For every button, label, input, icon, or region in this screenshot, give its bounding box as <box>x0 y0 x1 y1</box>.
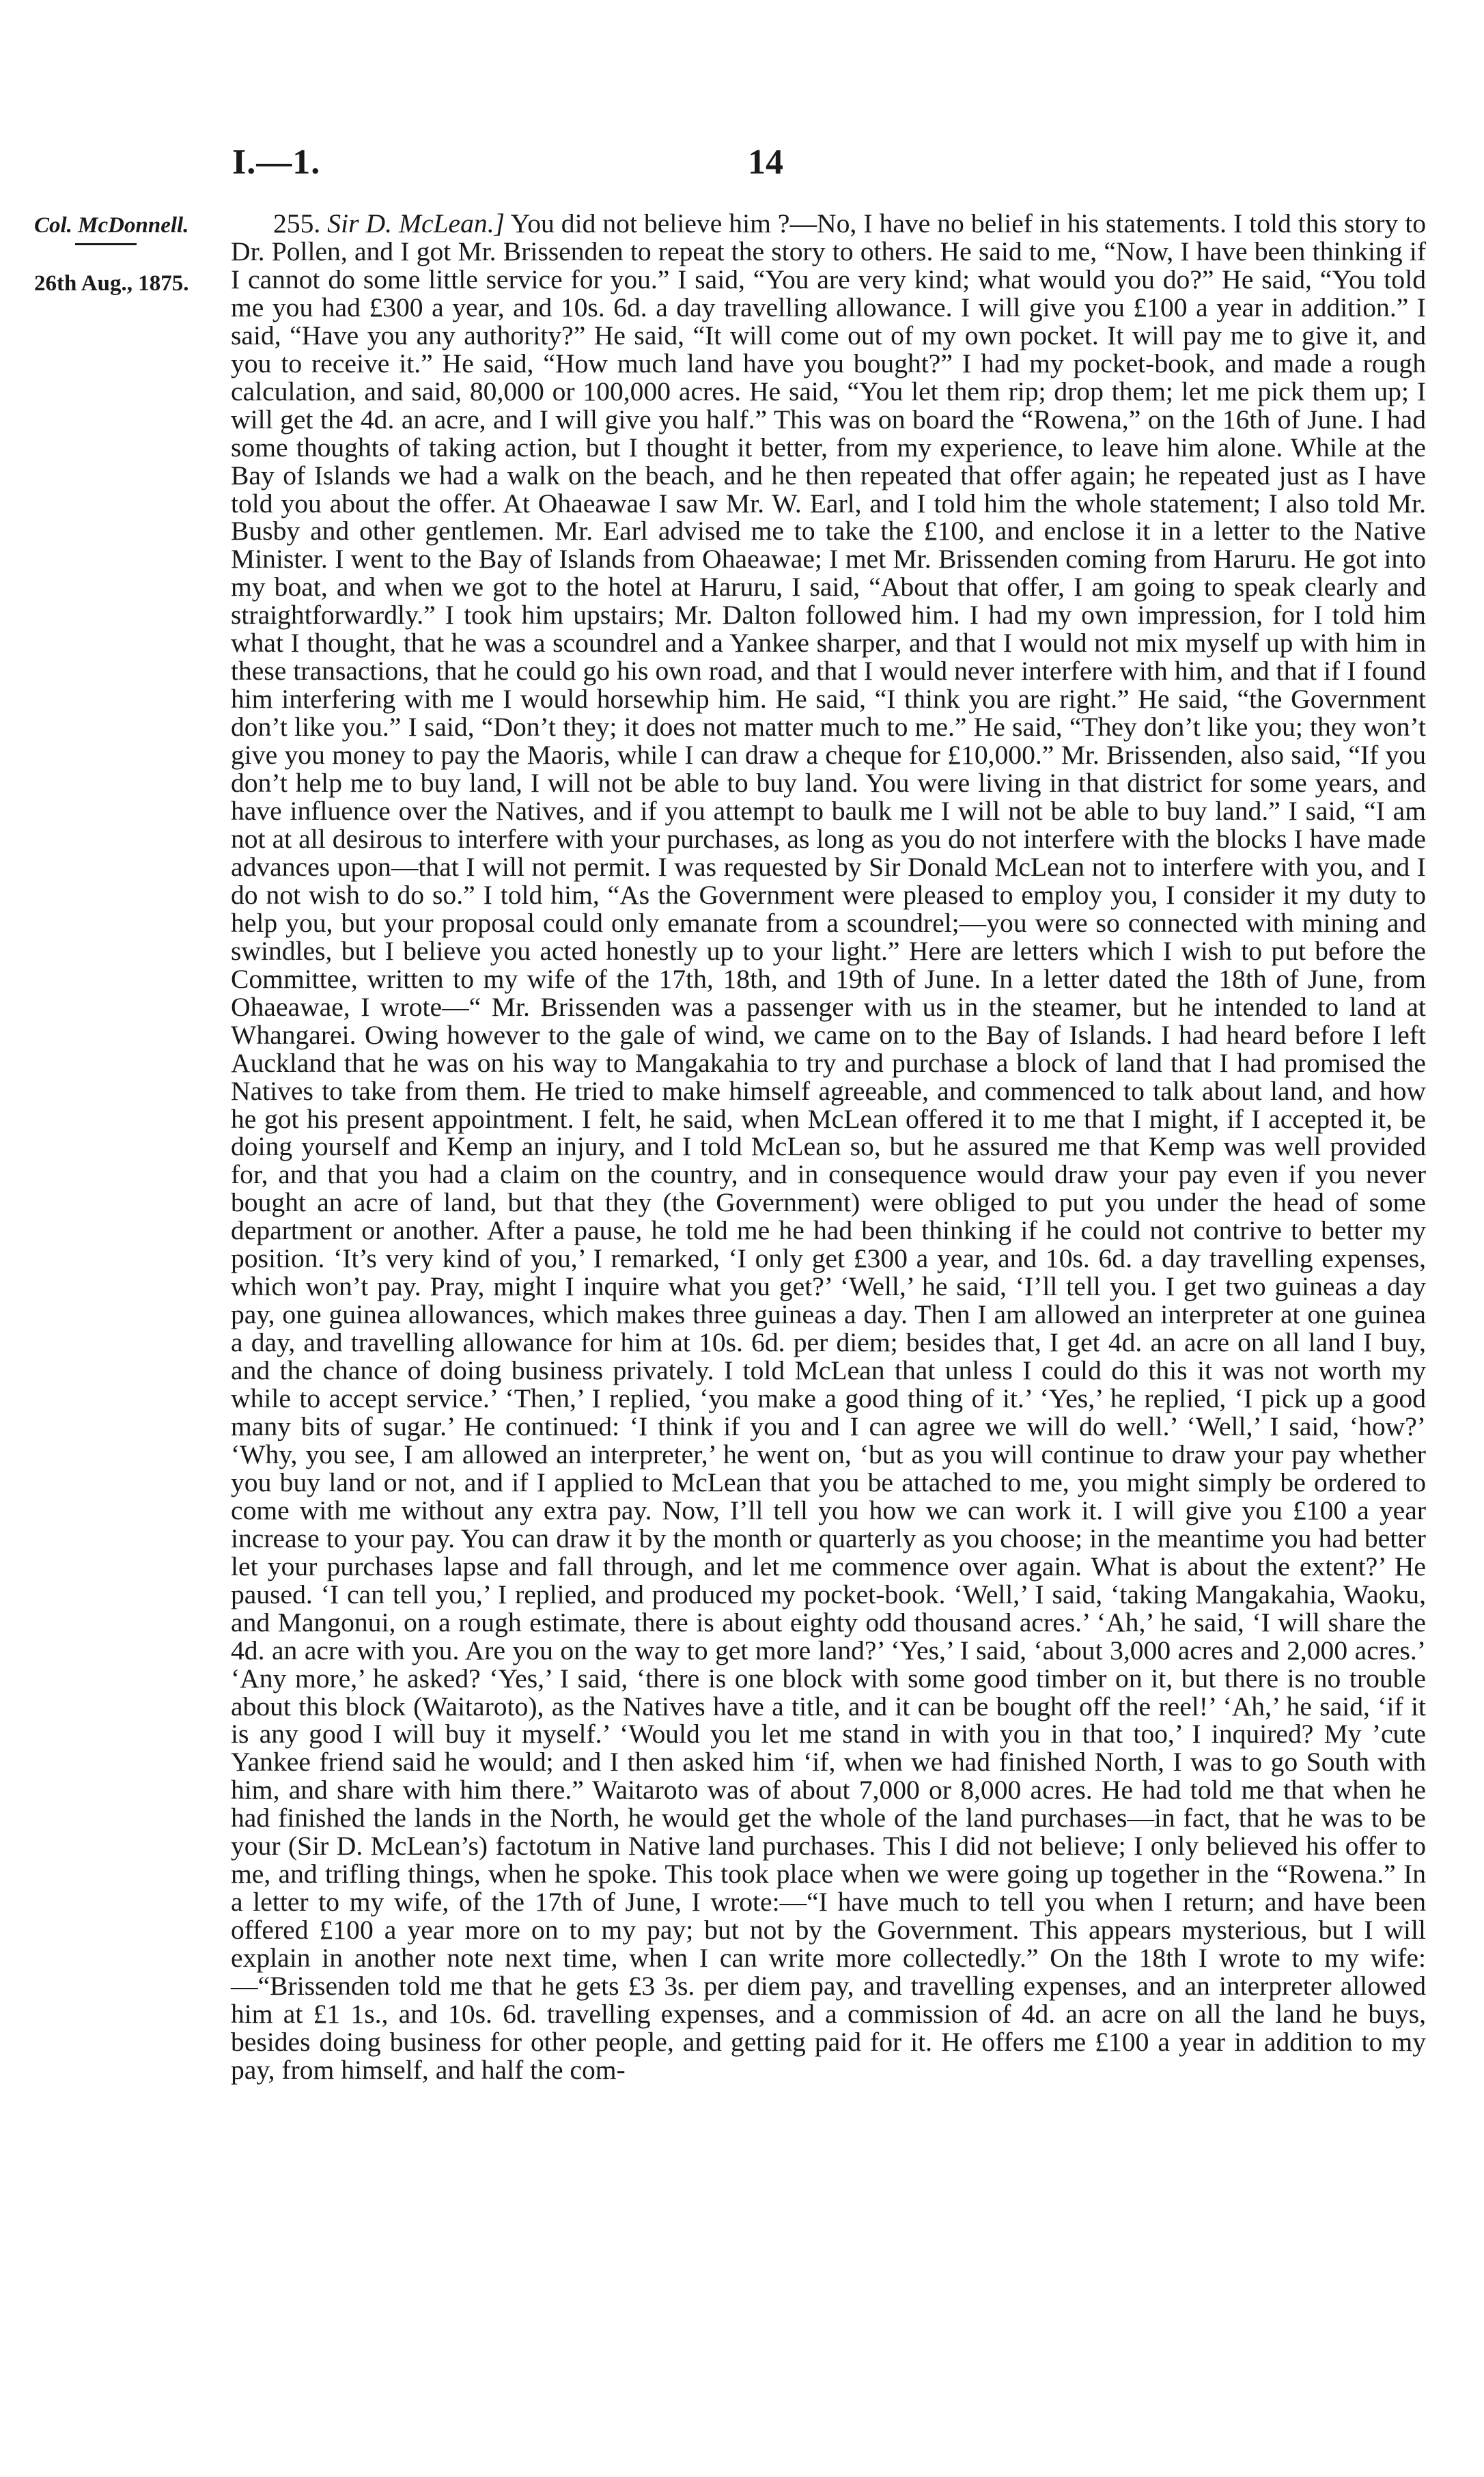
margin-dash <box>75 243 137 245</box>
questioner: Sir D. McLean.] <box>327 208 505 238</box>
testimony-text: You did not believe him ?—No, I have no belief in his statements. I told this story to Dr. Pollen, and I got Mr. Brissenden to repeat the story to others. He said to me, “Now, I have been thinking if I cannot do some little service for you.” I said, “You are very kind; what would you do?” He said, “You told me you had £300 a year, and 10s. 6d. a day travelling allowance. I will give you £100 a year in addition.” I said, “Have you any authority?” He said, “It will come out of my own pocket. It will pay me to give it, and you to receive it.” He said, “How much land have you bought?” I had my pocket-book, and made a rough calculation, and said, 80,000 or 100,000 acres. He said, “You let them rip; drop them; let me pick them up; I will get the 4d. an acre, and I will give you half.” This was on board the “Rowena,” on the 16th of June. I had some thoughts of taking action, but I thought it better, from my experience, to leave him alone. While at the Bay of Islands we had a walk on the beach, and he then repeated that offer again; he repeated just as I have told you about the offer. At Ohaeawae I saw Mr. W. Earl, and I told him the whole statement; I also told Mr. Busby and other gentlemen. Mr. Earl advised me to take the £100, and enclose it in a letter to the Native Minister. I went to the Bay of Islands from Ohaeawae; I met Mr. Brissenden coming from Haruru. He got into my boat, and when we got to the hotel at Haruru, I said, “About that offer, I am going to speak clearly and straightforwardly.” I took him upstairs; Mr. Dalton followed him. I had my own impression, for I told him what I thought, that he was a scoundrel and a Yankee sharper, and that I would not mix myself up with him in these transactions, that he could go his own road, and that I would never interfere with him, and that if I found him interfering with me I would horsewhip him. He said, “I think you are right.” He said, “the Government don’t like you.” I said, “Don’t they; it does not matter much to me.” He said, “They don’t like you; they won’t give you money to pay the Maoris, while I can draw a cheque for £10,000.” Mr. Brissenden, also said, “If you don’t help me to buy land, I will not be able to buy land. You were living in that district for some years, and have influence over the Natives, and if you attempt to baulk me I will not be able to buy land.” I said, “I am not at all desirous to interfere with your purchases, as long as you do not interfere with the blocks I have made advances upon—that I will not permit. I was requested by Sir Donald McLean not to interfere with you, and I do not wish to do so.” I told him, “As the Government were pleased to employ you, I consider it my duty to help you, but your proposal could only emanate from a scoundrel;—you were so connected with mining and swindles, but I believe you acted honestly up to your light.” Here are letters which I wish to put before the Committee, written to my wife of the 17th, 18th, and 19th of June. In a letter dated the 18th of June, from Ohaeawae, I wrote—“ Mr. Brissenden was a passenger with us in the steamer, but he intended to land at Whangarei. Owing however to the gale of wind, we came on to the Bay of Islands. I had heard before I left Auckland that he was on his way to Mangakahia to try and purchase a block of land that I had promised the Natives to take from them. He tried to make himself agreeable, and commenced to talk about land, and how he got his present appointment. I felt, he said, when McLean offered it to me that I might, if I accepted it, be doing yourself and Kemp an injury, and I told McLean so, but he assured me that Kemp was well provided for, and that you had a claim on the country, and in consequence would draw your pay even if you never bought an acre of land, but that they (the Government) were obliged to put you under the head of some department or another. After a pause, he told me he had been thinking if he could not contrive to better my position. ‘It’s very kind of you,’ I remarked, ‘I only get £300 a year, and 10s. 6d. a day travelling expenses, which won’t pay. Pray, might I inquire what you get?’ ‘Well,’ he said, ‘I’ll tell you. I get two guineas a day pay, one guinea allowances, which makes three guineas a day. Then I am allowed an interpreter at one guinea a day, and travelling allowance for him at 10s. 6d. per diem; besides that, I get 4d. an acre on all land I buy, and the chance of doing business privately. I told McLean that unless I could do this it was not worth my while to accept service.’ ‘Then,’ I replied, ‘you make a good thing of it.’ ‘Yes,’ he replied, ‘I pick up a good many bits of sugar.’ He continued: ‘I think if you and I can agree we will do well.’ ‘Well,’ I said, ‘how?’ ‘Why, you see, I am allowed an interpreter,’ he went on, ‘but as you will continue to draw your pay whether you buy land or not, and if I applied to McLean that you be attached to me, you might simply be ordered to come with me without any extra pay. Now, I’ll tell you how we can work it. I will give you £100 a year increase to your pay. You can draw it by the month or quarterly as you choose; in the meantime you had better let your purchases lapse and fall through, and let me commence over again. What is about the extent?’ He paused. ‘I can tell you,’ I replied, and produced my pocket-book. ‘Well,’ I said, ‘taking Mangakahia, Waoku, and Mangonui, on a rough estimate, there is about eighty odd thousand acres.’ ‘Ah,’ he said, ‘I will share the 4d. an acre with you. Are you on the way to get more land?’ ‘Yes,’ I said, ‘about 3,000 acres and 2,000 acres.’ ‘Any more,’ he asked? ‘Yes,’ I said, ‘there is one block with some good timber on it, but there is no trouble about this block (Waitaroto), as the Natives have a title, and it can be bought off the reel!’ ‘Ah,’ he said, ‘if it is any good I will buy it myself.’ ‘Would you let me stand in with you in that too,’ I inquired? My ’cute Yankee friend said he would; and I then asked him ‘if, when we had finished North, I was to go South with him, and share with him there.” Waitaroto was of about 7,000 or 8,000 acres. He had told me that when he had finished the lands in the North, he would get the whole of the land purchases—in fact, that he was to be your (Sir D. McLean’s) factotum in Native land purchases. This I did not believe; I only believed his offer to me, and trifling things, when he spoke. This took place when we were going up together in the “Rowena.” In a letter to my wife, of the 17th of June, I wrote:—“I have much to tell you when I return; and have been offered £100 a year more on to my pay; but not by the Government. This appears mysterious, but I will explain in another note next time, when I can write more collectedly.” On the 18th I wrote to my wife:—“Brissenden told me that he gets £3 3s. per diem pay, and travelling expenses, and an interpreter allowed him at £1 1s., and 10s. 6d. travelling expenses, and a commission of 4d. an acre on all the land he buys, besides doing business for other people, and getting paid for it. He offers me £100 a year in addition to my pay, from himself, and half the com- <box>231 208 1426 2085</box>
question-number: 255. <box>273 208 321 238</box>
paper-reference: I.—1. <box>232 143 321 182</box>
page-number: 14 <box>748 143 783 182</box>
margin-date: 26th Aug., 1875. <box>34 271 189 296</box>
testimony-body <box>231 210 1426 2084</box>
testimony-paragraph <box>231 210 1426 2084</box>
margin-witness-name: Col. McDonnell. <box>34 213 189 238</box>
